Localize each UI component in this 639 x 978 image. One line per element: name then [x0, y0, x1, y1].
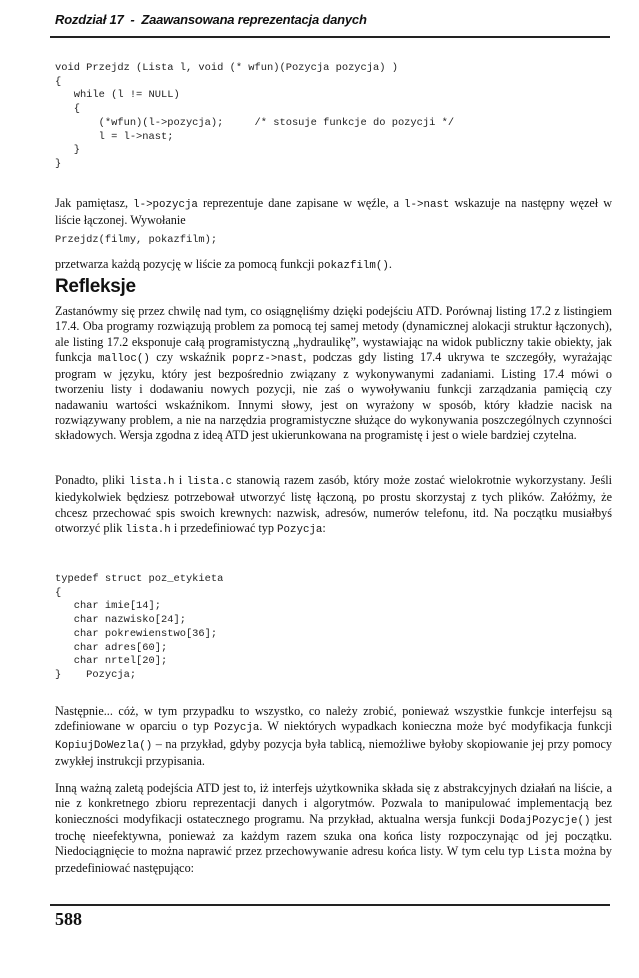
inline-code: Lista	[527, 847, 560, 860]
text-run: Zastanówmy się przez chwilę nad tym, co osiągnęliśmy dzięki podejściu ATD. Porównaj listing 17.2 z listingiem 17.4. Oba programy rozwiązują problem za pomocą tej samej metody (dynamicznej alokacji struktur łączonych), ale listing 17.2 eksponuje całą programistyczną „hydraulikę”, wystawiając na widok publiczny takie obiekty, jak funkcja	[55, 304, 612, 364]
paragraph-przetwarza	[55, 257, 612, 274]
text-run: , podczas gdy listing 17.4 ukrywa te szczegóły, wyrażając program w języku, który jest bezpośrednio związany z wykonywanymi zadaniami. Listing 17.4 mówi o tworzeniu listy i dodawaniu nowych pozycji, nie zaś o wywoływaniu funkcji zarządzania pamięcią czy nadawaniu wartości wskaźnikom. Innymi słowy, jest on wyrażony w sposób, który kładzie nacisk na rozwiązywany problem, a nie na narzędzia programistyczne służące do wykonywania poszczególnych czynności składowych. Wersja zgodna z ideą ATD jest ukierunkowana na programistę i jest o wiele bardziej czytelna.	[55, 349, 613, 443]
inline-code: lista.h	[129, 476, 175, 488]
inline-code: l->pozycja	[133, 199, 198, 211]
inline-code: DodajPozycje()	[499, 814, 591, 827]
inline-code: Pozycja	[213, 722, 260, 735]
footer-rule	[50, 904, 610, 906]
text-run: i	[174, 473, 187, 487]
text-run: :	[322, 520, 326, 535]
inline-code: Pozycja	[277, 523, 323, 536]
inline-code: l->nast	[404, 199, 450, 211]
paragraph-pamietasz	[55, 196, 612, 229]
paragraph-nastepnie	[55, 704, 612, 769]
code-block-przejdz: void Przejdz (Lista l, void (* wfun)(Pozycja pozycja) ) { while (l != NULL) { (*wfun)(l->pozycja); /* stosuje funkcje do pozycji */ l = l->nast; } }	[55, 62, 455, 170]
paragraph-zastanowmy	[55, 304, 612, 444]
text-run: przetwarza każdą pozycję w liście za pomocą funkcji	[55, 257, 318, 271]
section-title: Refleksje	[55, 276, 136, 297]
text-run: wskazuje na następny węzeł w liście łączonej. Wywołanie	[55, 196, 612, 228]
paragraph-inna-zaleta	[55, 781, 612, 877]
inline-code: malloc()	[97, 352, 150, 365]
text-run: Inną ważną zaletą podejścia ATD jest to, iż interfejs użytkownika składa się z abstrakcyjnych działań na liście, a nie z konkretnego zbioru reprezentacji danych i algorytmów. Pozwala to manipulować implementacją bez konieczności modyfikacji ostatecznego programu. Na przykład, aktualna wersja funkcji	[55, 781, 612, 826]
text-run: . W niektórych wypadkach konieczna może być modyfikacja funkcji	[259, 719, 612, 734]
paragraph-ponadto	[55, 473, 612, 538]
code-line-przejdz-call: Przejdz(filmy, pokazfilm);	[55, 234, 218, 246]
text-run: .	[388, 257, 392, 271]
inline-code: KopiujDoWezla()	[55, 739, 153, 752]
text-run: jest trochę nieefektywna, ponieważ za każdym razem szuka ona końca listy rozpoczynając od jej początku. Niedociągnięcie to można naprawić przez przechowywanie adresu końca listy. W tym celu typ	[55, 811, 612, 859]
text-run: Ponadto, pliki	[55, 473, 130, 487]
inline-code: poprz->nast	[232, 352, 304, 365]
header-rule	[50, 36, 610, 38]
text-run: czy wskaźnik	[149, 349, 232, 364]
text-run: – na przykład, gdyby pozycja była tablicą, niemożliwe byłoby skopiowanie jej przy pomocy zwykłej instrukcji przypisania.	[55, 736, 612, 768]
code-block-typedef: typedef struct poz_etykieta { char imie[14]; char nazwisko[24]; char pokrewienstwo[36]; char adres[60]; char nrtel[20]; } Pozycja;	[55, 573, 224, 681]
inline-code: pokazfilm()	[317, 260, 389, 272]
inline-code: lista.c	[186, 476, 233, 488]
inline-code: lista.h	[125, 523, 171, 536]
page-number: 588	[55, 909, 82, 929]
text-run: można by przedefiniować następująco:	[55, 844, 612, 876]
text-run: i przedefiniować typ	[170, 520, 278, 535]
text-run: Następnie... cóż, w tym przypadku to wszystko, co należy zrobić, ponieważ wszystkie funkcje interfejsu są zdefiniowane w oparciu o typ	[55, 704, 612, 734]
text-run: Jak pamiętasz,	[55, 196, 134, 210]
text-run: stanowią razem zasób, który może zostać wielokrotnie wykorzystany. Jeśli kiedykolwiek będziesz potrzebował utworzyć listę łączoną, po prostu skorzystaj z tych plików. Załóżmy, że chcesz przechować spis swoich krewnych: nazwisk, adresów, numerów telefonu, itd. Na początku musiałbyś otworzyć plik	[55, 473, 612, 535]
running-head: Rozdział 17 - Zaawansowana reprezentacja danych	[55, 12, 367, 27]
text-run: reprezentuje dane zapisane w węźle, a	[197, 196, 405, 210]
